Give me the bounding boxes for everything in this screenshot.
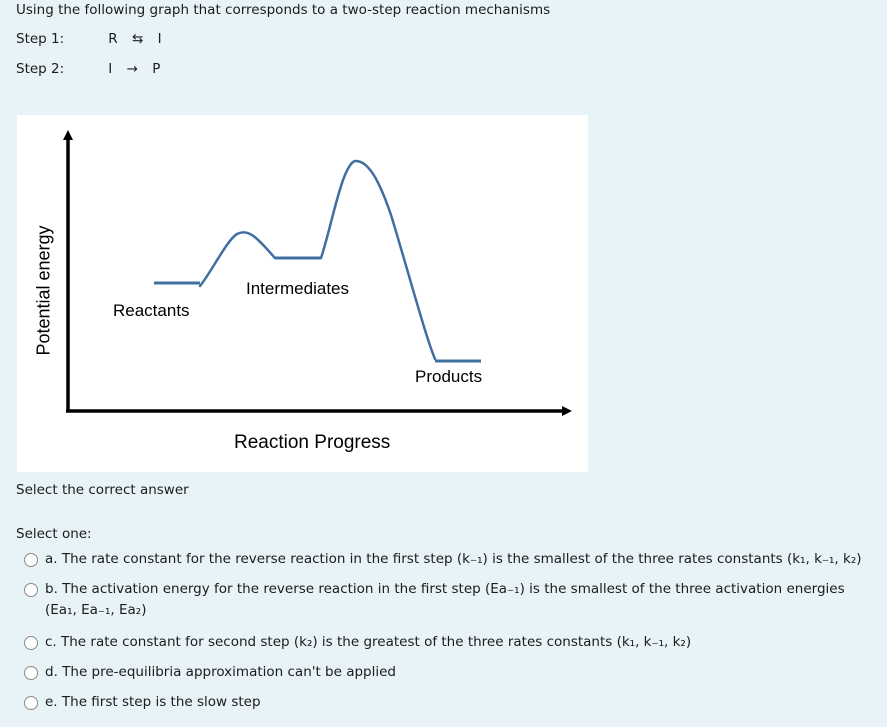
instruction-text: Select the correct answer [16,482,189,498]
radio-button[interactable] [24,553,38,567]
reactants-label: Reactants [113,301,190,320]
step-1-row [16,31,172,47]
select-one-label: Select one: [16,526,92,542]
option-b[interactable] [24,579,875,621]
forward-arrow-icon: → [126,61,138,77]
option-e-text: e. The first step is the slow step [45,694,261,710]
step-1-label: Step 1: [16,31,65,47]
option-e[interactable] [24,692,875,713]
option-c[interactable] [24,632,875,653]
step-1-equation [108,31,171,47]
energy-diagram [17,115,588,472]
option-a[interactable] [24,549,875,570]
x-axis-label: Reaction Progress [234,432,391,453]
y-axis-label: Potential energy [33,225,54,356]
option-b-text: b. The activation energy for the reverse reaction in the first step (Ea₋₁) is the smallest of the three activation energies (Ea₁, Ea₋₁, Ea₂) [45,581,845,618]
question-text: Using the following graph that corresponds to a two-step reaction mechanisms [16,2,551,18]
option-a-text: a. The rate constant for the reverse reaction in the first step (k₋₁) is the smallest of the three rates constants (k₁, k₋₁, k₂) [45,551,862,567]
step-2-row [16,61,170,77]
radio-button[interactable] [24,666,38,680]
step-2-label: Step 2: [16,61,65,77]
radio-button[interactable] [24,636,38,650]
step-2-product: P [152,61,161,77]
option-d-text: d. The pre-equilibria approximation can't be applied [45,664,396,680]
equilibrium-arrow-icon: ⇆ [131,31,144,47]
step-1-reactant: R [108,31,118,47]
step-1-product: I [157,31,162,47]
radio-button[interactable] [24,583,38,597]
option-c-text: c. The rate constant for second step (k₂) is the greatest of the three rates constants (k₁, k₋₁, k₂) [45,634,692,650]
radio-button[interactable] [24,696,38,710]
step-2-reactant: I [108,61,113,77]
intermediates-label: Intermediates [246,279,349,298]
option-d[interactable] [24,662,875,683]
products-label: Products [415,367,483,386]
step-2-equation [108,61,170,77]
energy-curve [200,161,435,359]
